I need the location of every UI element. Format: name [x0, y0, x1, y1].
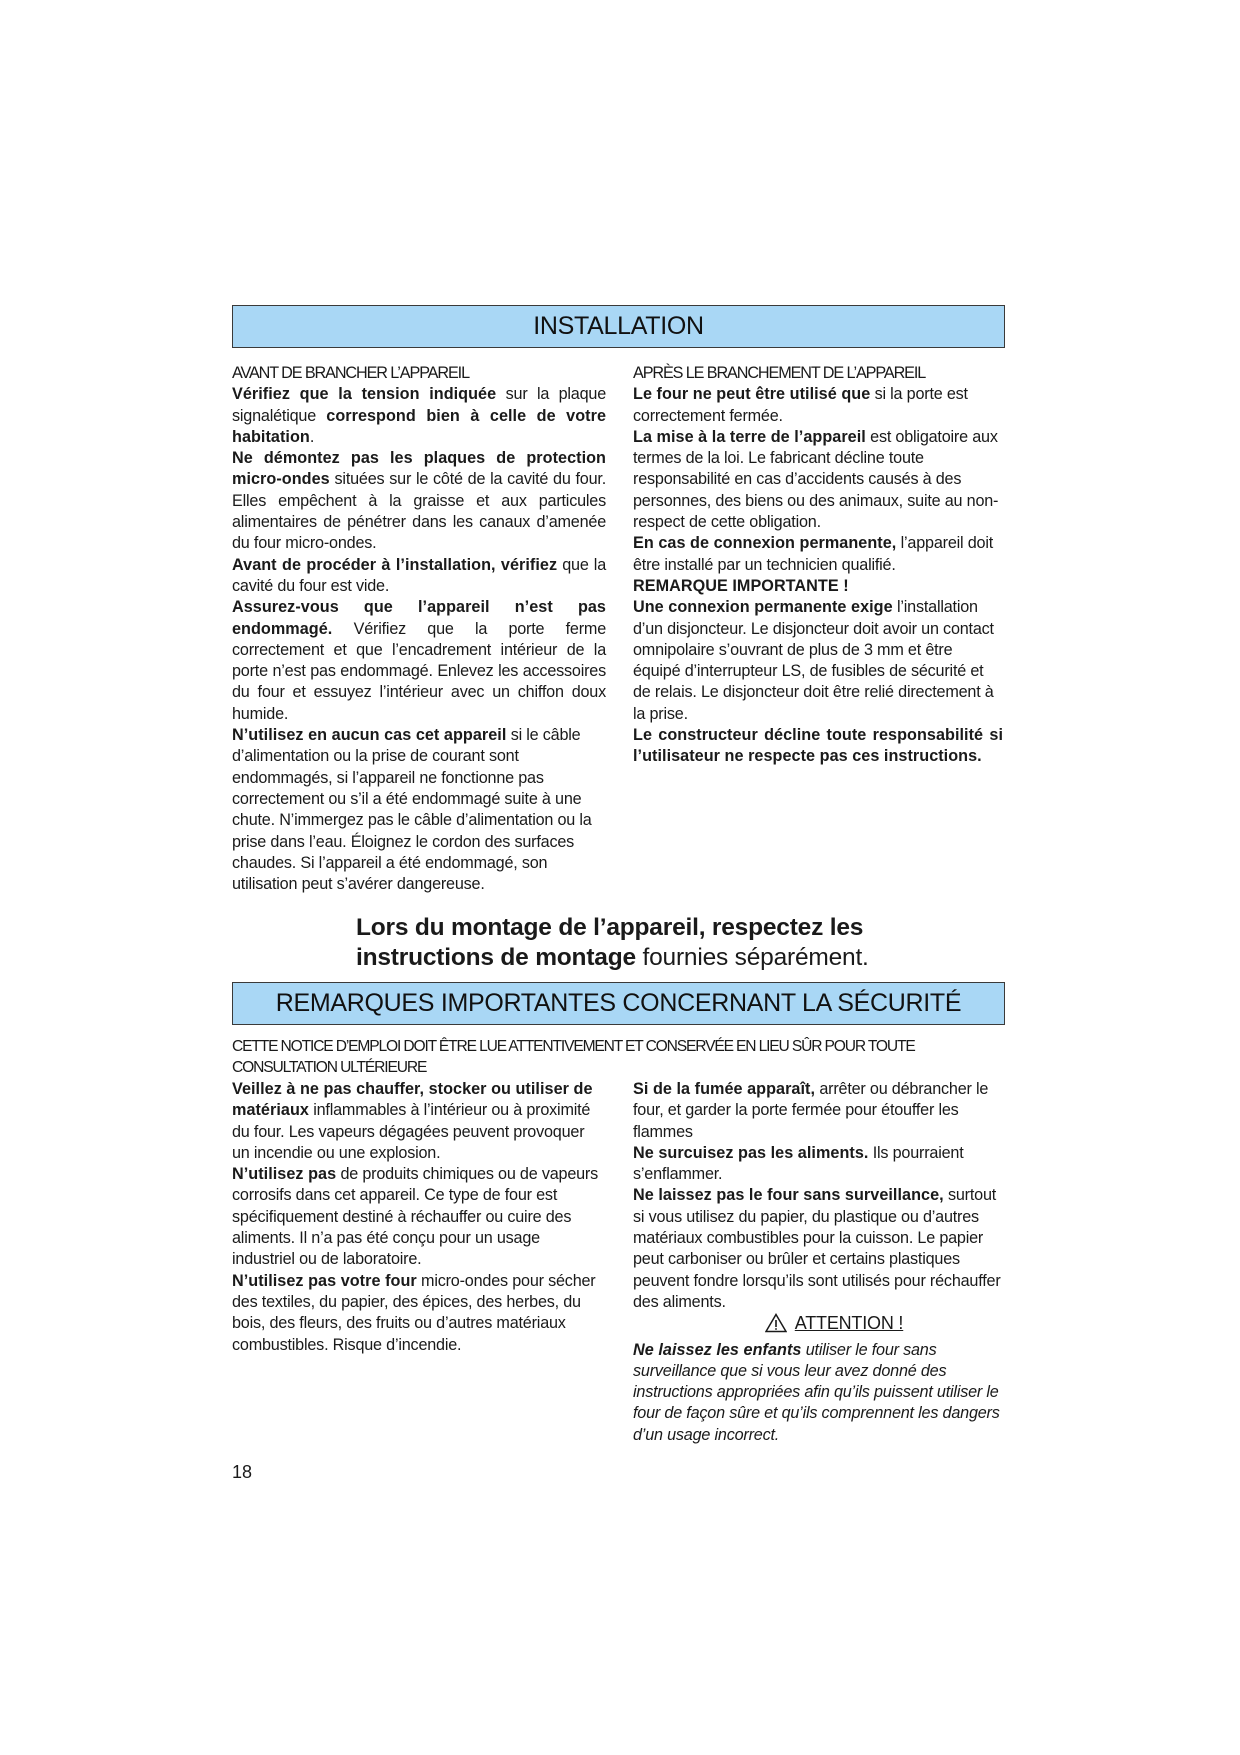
safety-right-column: [633, 1079, 1005, 1446]
after-connect-heading: APRÈS LE BRANCHEMENT DE L’APPAREIL: [633, 364, 926, 382]
chemicals-paragraph: N’utilisez pas de produits chimiques ou de vapeurs corrosifs dans cet appareil. Ce type de four est spécifiquement destiné à réchauffer ou cuire des aliments. Il n’a pas été conçu pour un usage industriel ou de laboratoire.: [232, 1165, 599, 1269]
installation-right-column: [633, 363, 1003, 768]
warning-triangle-icon: [765, 1313, 787, 1339]
drying-paragraph: N’utilisez pas votre four micro-ondes pour sécher des textiles, du papier, des épices, des herbes, du bois, des fleurs, des fruits ou d’autres matériaux combustibles. Risque d’incendie.: [232, 1271, 596, 1354]
mounting-instructions-note: Lors du montage de l’appareil, respectez les instructions de montage fournies séparément.: [356, 914, 869, 971]
unattended-paragraph: Ne laissez pas le four sans surveillance, surtout si vous utilisez du papier, du plastique ou d’autres matériaux combustibles pour la cuisson. Le papier peut carboniser ou brûler et certains plastiques peuvent fondre lorsqu’ils sont utilisés pour réchauffer des aliments.: [633, 1186, 1001, 1311]
safety-title: REMARQUES IMPORTANTES CONCERNANT LA SÉCURITÉ: [232, 982, 1005, 1025]
manufacturer-disclaimer: Le constructeur décline toute responsabilité si l’utilisateur ne respecte pas ces instructions.: [633, 726, 1003, 766]
circuit-breaker-paragraph: Une connexion permanente exige l’installation d’un disjoncteur. Le disjoncteur doit avoir un contact omnipolaire s’ouvrant de plus de 3 mm et être équipé d’interrupteur LS, de fusibles de sécurité et de relais. Le disjoncteur doit être relié directement à la prise.: [633, 598, 994, 723]
voltage-paragraph: Vérifiez que la tension indiquée sur la plaque signalétique correspond bien à celle de votre habitation.: [232, 385, 607, 446]
attention-heading: ATTENTION !: [633, 1313, 1005, 1339]
installation-left-column: [232, 363, 606, 895]
safety-notice: CETTE NOTICE D’EMPLOI DOIT ÊTRE LUE ATTENTIVEMENT ET CONSERVÉE EN LIEU SÛR POUR TOUTE CONSULTATION ULTÉRIEURE: [232, 1038, 915, 1077]
before-connect-heading: AVANT DE BRANCHER L’APPAREIL: [232, 364, 469, 382]
damage-check-paragraph: Assurez-vous que l’appareil n’est pas endommagé. Vérifiez que la porte ferme correctement et que l’encadrement intérieur de la porte n’est pas endommagé. Enlevez les accessoires du four et essuyez l’intérieur avec un chiffon doux humide.: [232, 598, 606, 723]
children-warning-paragraph: Ne laissez les enfants utiliser le four sans surveillance que si vous leur avez donné des instructions appropriées afin qu’ils puissent utiliser le four de façon sûre et qu’ils comprennent les dangers d’un usage incorrect.: [633, 1340, 1000, 1444]
permanent-connection-paragraph: En cas de connexion permanente, l’appareil doit être installé par un technicien qualifié.: [633, 534, 994, 574]
important-remark: REMARQUE IMPORTANTE !: [633, 576, 849, 595]
smoke-paragraph: Si de la fumée apparaît, arrêter ou débrancher le four, et garder la porte fermée pour étouffer les flammes: [633, 1080, 989, 1141]
page-number: 18: [232, 1462, 253, 1482]
do-not-use-paragraph: N’utilisez en aucun cas cet appareil si le câble d’alimentation ou la prise de courant sont endommagés, si l’appareil ne fonctionne pas correctement ou s’il a été endommagé suite à une chute. N’immergez pas le câble d’alimentation ou la prise dans l’eau. Éloignez le cordon des surfaces chaudes. Si l’appareil a été endommagé, son utilisation peut s’avérer dangereuse.: [232, 726, 592, 894]
protection-paragraph: Ne démontez pas les plaques de protection micro-ondes situées sur le côté de la cavité du four. Elles empêchent à la graisse et aux particules alimentaires de pénétrer dans les canaux d’amenée du four micro-ondes.: [232, 449, 606, 553]
safety-left-column: [232, 1079, 606, 1356]
overcook-paragraph: Ne surcuisez pas les aliments. Ils pourraient s’enflammer.: [633, 1143, 964, 1184]
installation-title: INSTALLATION: [232, 305, 1005, 348]
door-closed-paragraph: Le four ne peut être utilisé que si la porte est correctement fermée.: [633, 385, 968, 425]
empty-cavity-paragraph: Avant de procéder à l’installation, vérifiez que la cavité du four est vide.: [232, 555, 606, 595]
flammable-materials-paragraph: Veillez à ne pas chauffer, stocker ou utiliser de matériaux inflammables à l’intérieur ou à proximité du four. Les vapeurs dégagées peuvent provoquer un incendie ou une explosion.: [232, 1080, 593, 1162]
earthing-paragraph: La mise à la terre de l’appareil est obligatoire aux termes de la loi. Le fabricant décline toute responsabilité en cas d’accidents causés à des personnes, des biens ou des animaux, suite au non-respect de cette obligation.: [633, 427, 999, 532]
